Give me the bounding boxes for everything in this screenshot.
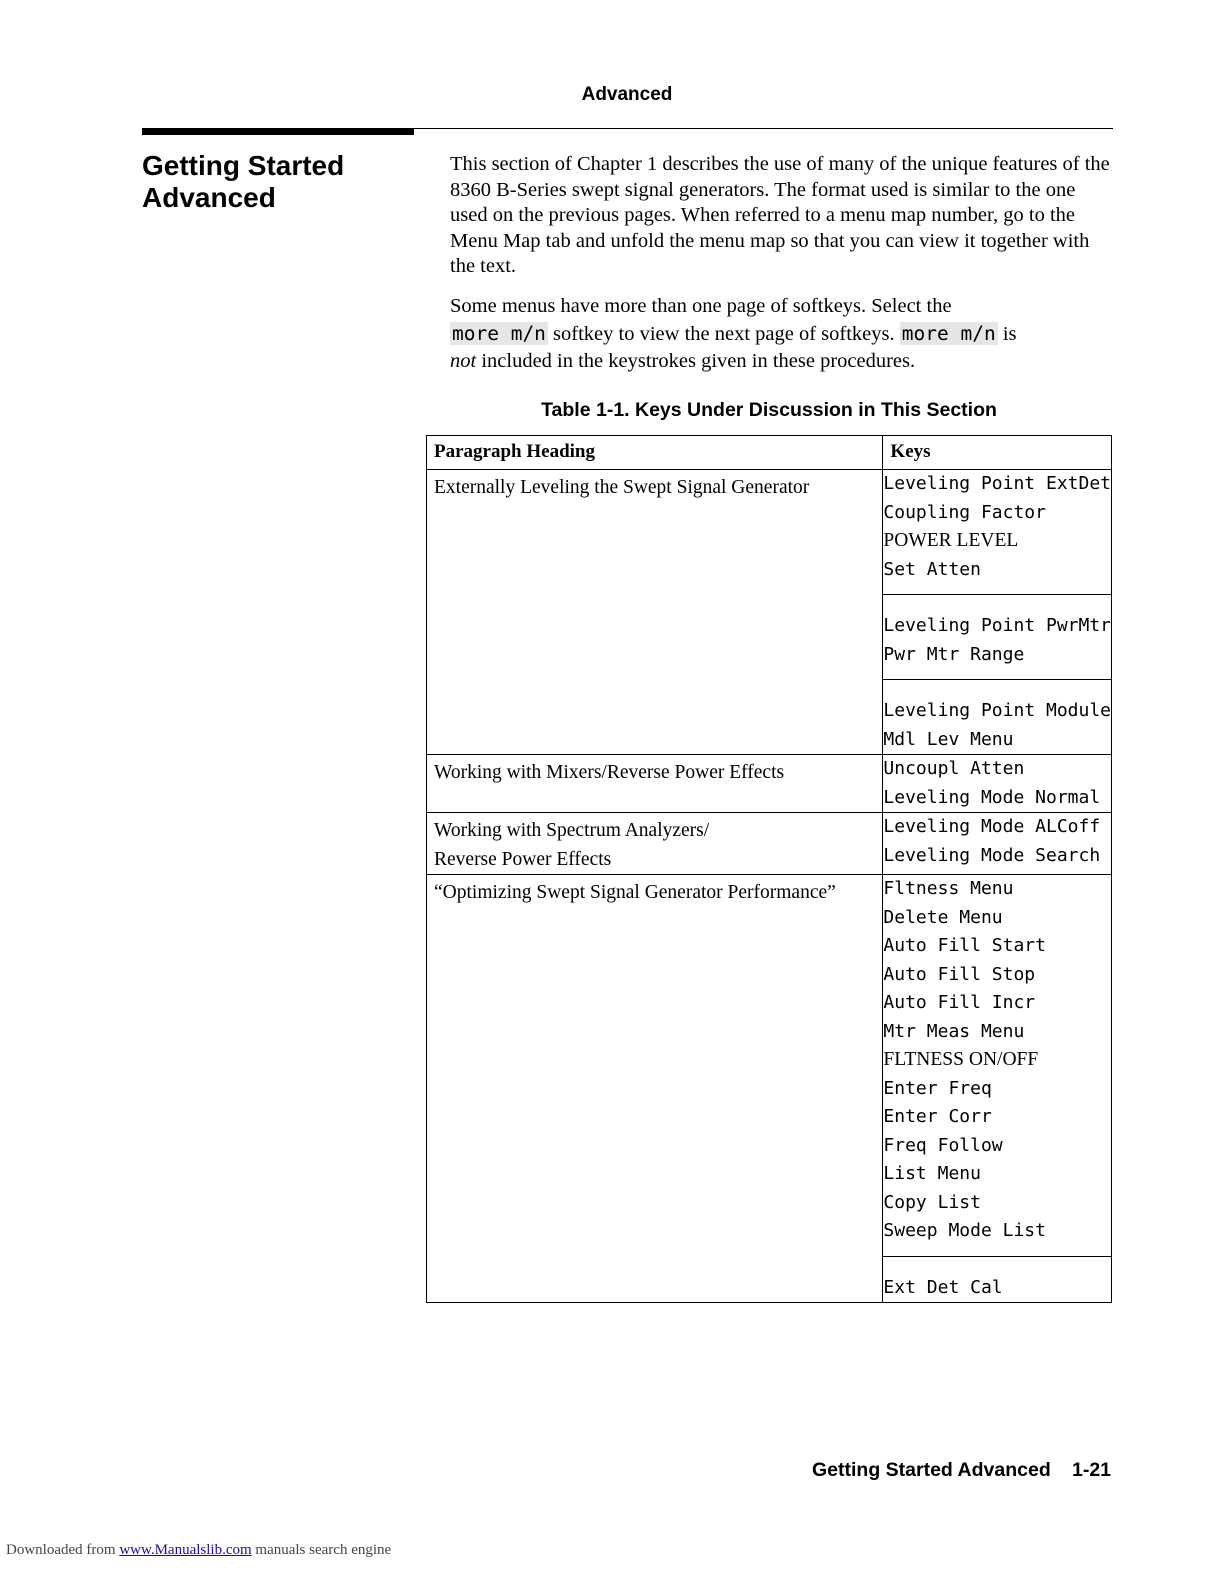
row-keys [883,470,1112,755]
section-rule-thin [414,128,1113,129]
softkey-more-mn: more m/n [452,322,546,345]
softkey-more-mn-2: more m/n [901,322,996,345]
key-item: Leveling Point ExtDet [883,473,1111,494]
para2-text-2: softkey to view the next page of softkeys. [553,323,895,345]
key-item: Pwr Mtr Range [883,643,1025,665]
key-item: Uncoupl Atten [883,758,1025,779]
key-item: Enter Corr [883,1106,992,1127]
keys-table [426,435,1112,1303]
key-item: Mdl Lev Menu [883,728,1014,750]
group-separator [883,594,1111,595]
row-heading [427,813,882,874]
col-paragraph-heading: Paragraph Heading [427,436,883,470]
table-header-row [427,436,1112,470]
download-prefix: Downloaded from [6,1542,116,1558]
key-item: Leveling Point Module [883,700,1111,721]
row-keys [883,755,1112,813]
key-item: Set Atten [883,558,981,580]
row-keys [883,813,1112,875]
key-item: POWER LEVEL [883,530,1019,551]
key-item: Leveling Point PwrMtr [883,615,1111,636]
key-item: FLTNESS ON/OFF [883,1049,1039,1070]
key-item: Ext Det Cal [883,1276,1003,1298]
para2-emphasis: not [450,350,477,372]
row-heading: Working with Mixers/Reverse Power Effects [434,762,785,783]
key-item: Copy List [883,1191,981,1213]
key-item: Mtr Meas Menu [883,1020,1025,1042]
key-item: Auto Fill Incr [883,992,1036,1013]
para2-text-1: Some menus have more than one page of softkeys. Select the [450,295,952,317]
key-item: Leveling Mode ALCoff [883,816,1101,837]
table-caption: Table 1-1. Keys Under Discussion in This Section [541,399,997,421]
table-row [427,470,1112,755]
manualslib-link[interactable]: www.Manualslib.com [119,1542,252,1558]
row-heading-line2: Reverse Power Effects [434,849,612,870]
running-head: Advanced [581,84,673,105]
footer-section-name: Getting Started Advanced [812,1459,1051,1481]
para2-text-3: is [1002,323,1017,345]
key-item: Coupling Factor [883,501,1046,523]
row-heading: “Optimizing Swept Signal Generator Performance” [434,882,836,903]
col-keys: Keys [883,436,1112,470]
key-item: Freq Follow [883,1134,1003,1156]
key-item: List Menu [883,1163,981,1184]
section-rule-thick [142,128,414,135]
intro-paragraph-1: This section of Chapter 1 describes the use of many of the unique features of the 8360 B-Series swept signal generators. The format used is similar to the one used on the previous pages. When referred to a menu map number, go to the Menu Map tab and unfold the menu map so that you can view it together with the text. [450,153,1110,277]
download-suffix: manuals search engine [255,1542,392,1558]
intro-paragraph-2 [450,293,1115,375]
key-item: Sweep Mode List [883,1220,1046,1241]
key-item: Leveling Mode Normal [883,786,1101,808]
group-separator [883,679,1111,680]
section-title-line1: Getting Started [142,150,345,181]
key-item: Leveling Mode Search [883,844,1101,866]
table-row [427,813,1112,875]
section-title-line2: Advanced [142,182,276,213]
key-item: Delete Menu [883,906,1003,928]
row-keys [883,875,1112,1303]
download-notice [6,1542,391,1559]
table-row [427,875,1112,1303]
key-item: Fltness Menu [883,878,1014,899]
key-item: Enter Freq [883,1077,992,1099]
table-row [427,755,1112,813]
para2-text-4: included in the keystrokes given in these procedures. [481,350,916,372]
key-item: Auto Fill Start [883,935,1046,956]
key-item: Auto Fill Stop [883,963,1036,985]
footer-page-number: 1-21 [1072,1459,1112,1481]
row-heading: Externally Leveling the Swept Signal Generator [434,477,810,498]
group-separator [883,1256,1111,1257]
section-title [142,150,344,214]
row-heading-line1: Working with Spectrum Analyzers/ [434,820,710,841]
